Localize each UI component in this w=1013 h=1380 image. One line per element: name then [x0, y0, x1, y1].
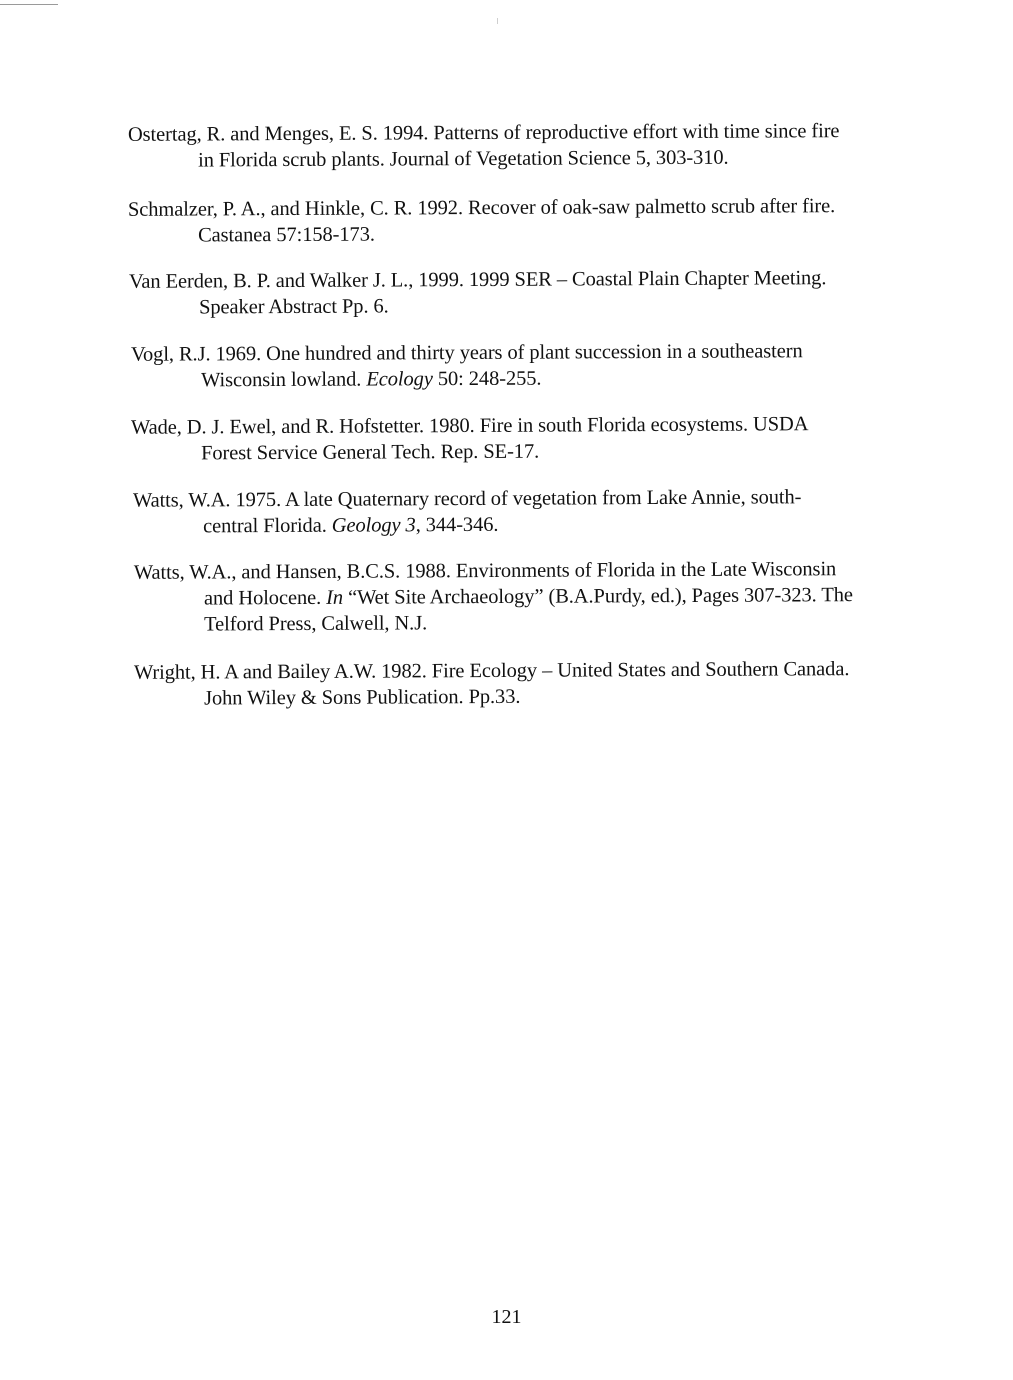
reference-ostertag-1994	[128, 118, 840, 174]
journal-title: Ecology	[366, 368, 433, 391]
reference-line: Vogl, R.J. 1969. One hundred and thirty years of plant succession in a southeastern	[130, 340, 803, 366]
reference-line: Watts, W.A., and Hansen, B.C.S. 1988. Environments of Florida in the Late Wisconsin	[133, 558, 837, 584]
reference-van-eerden-1999	[129, 265, 827, 321]
reference-line: Castanea 57:158-173.	[198, 223, 375, 247]
reference-line: Van Eerden, B. P. and Walker J. L., 1999. 1999 SER – Coastal Plain Chapter Meeting.	[128, 267, 827, 293]
reference-line: John Wiley & Sons Publication. Pp.33.	[204, 685, 521, 710]
italic-in: In	[326, 586, 344, 609]
reference-line	[134, 582, 853, 612]
reference-text: “Wet Site Archaeology” (B.A.Purdy, ed.), Pages 307-323. The	[342, 584, 853, 609]
scan-speck	[497, 18, 498, 24]
reference-line: Schmalzer, P. A., and Hinkle, C. R. 1992. Recover of oak-saw palmetto scrub after fire.	[127, 195, 836, 221]
reference-text: 50: 248-255.	[432, 367, 542, 391]
reference-line: Watts, W.A. 1975. A late Quaternary record of vegetation from Lake Annie, south-	[132, 486, 802, 512]
reference-vogl-1969	[131, 338, 803, 394]
reference-text: Wisconsin lowland.	[201, 368, 367, 392]
reference-text: central Florida.	[203, 514, 332, 538]
reference-text: and Holocene.	[203, 586, 327, 610]
reference-line: Wright, H. A and Bailey A.W. 1982. Fire Ecology – United States and Southern Canada.	[133, 658, 850, 684]
reference-schmalzer-1992	[128, 193, 835, 249]
reference-line	[131, 364, 803, 394]
reference-watts-1975	[133, 484, 802, 539]
scan-edge-mark	[0, 4, 58, 5]
reference-wright-1982	[134, 656, 850, 712]
reference-line: Forest Service General Tech. Rep. SE-17.	[201, 440, 540, 465]
reference-line: Telford Press, Calwell, N.J.	[204, 612, 428, 636]
reference-line: Wade, D. J. Ewel, and R. Hofstetter. 1980. Fire in south Florida ecosystems. USDA	[130, 413, 809, 439]
reference-line	[133, 510, 802, 539]
reference-watts-1988	[134, 556, 853, 638]
reference-text: , 344-346.	[415, 513, 499, 537]
journal-title: Geology 3	[331, 514, 416, 537]
page-number: 121	[491, 1306, 522, 1328]
reference-wade-1980	[131, 411, 809, 467]
reference-line: Ostertag, R. and Menges, E. S. 1994. Patterns of reproductive effort with time since fire	[127, 120, 840, 146]
reference-line: Speaker Abstract Pp. 6.	[199, 295, 389, 319]
reference-line: in Florida scrub plants. Journal of Vegetation Science 5, 303-310.	[198, 146, 729, 172]
